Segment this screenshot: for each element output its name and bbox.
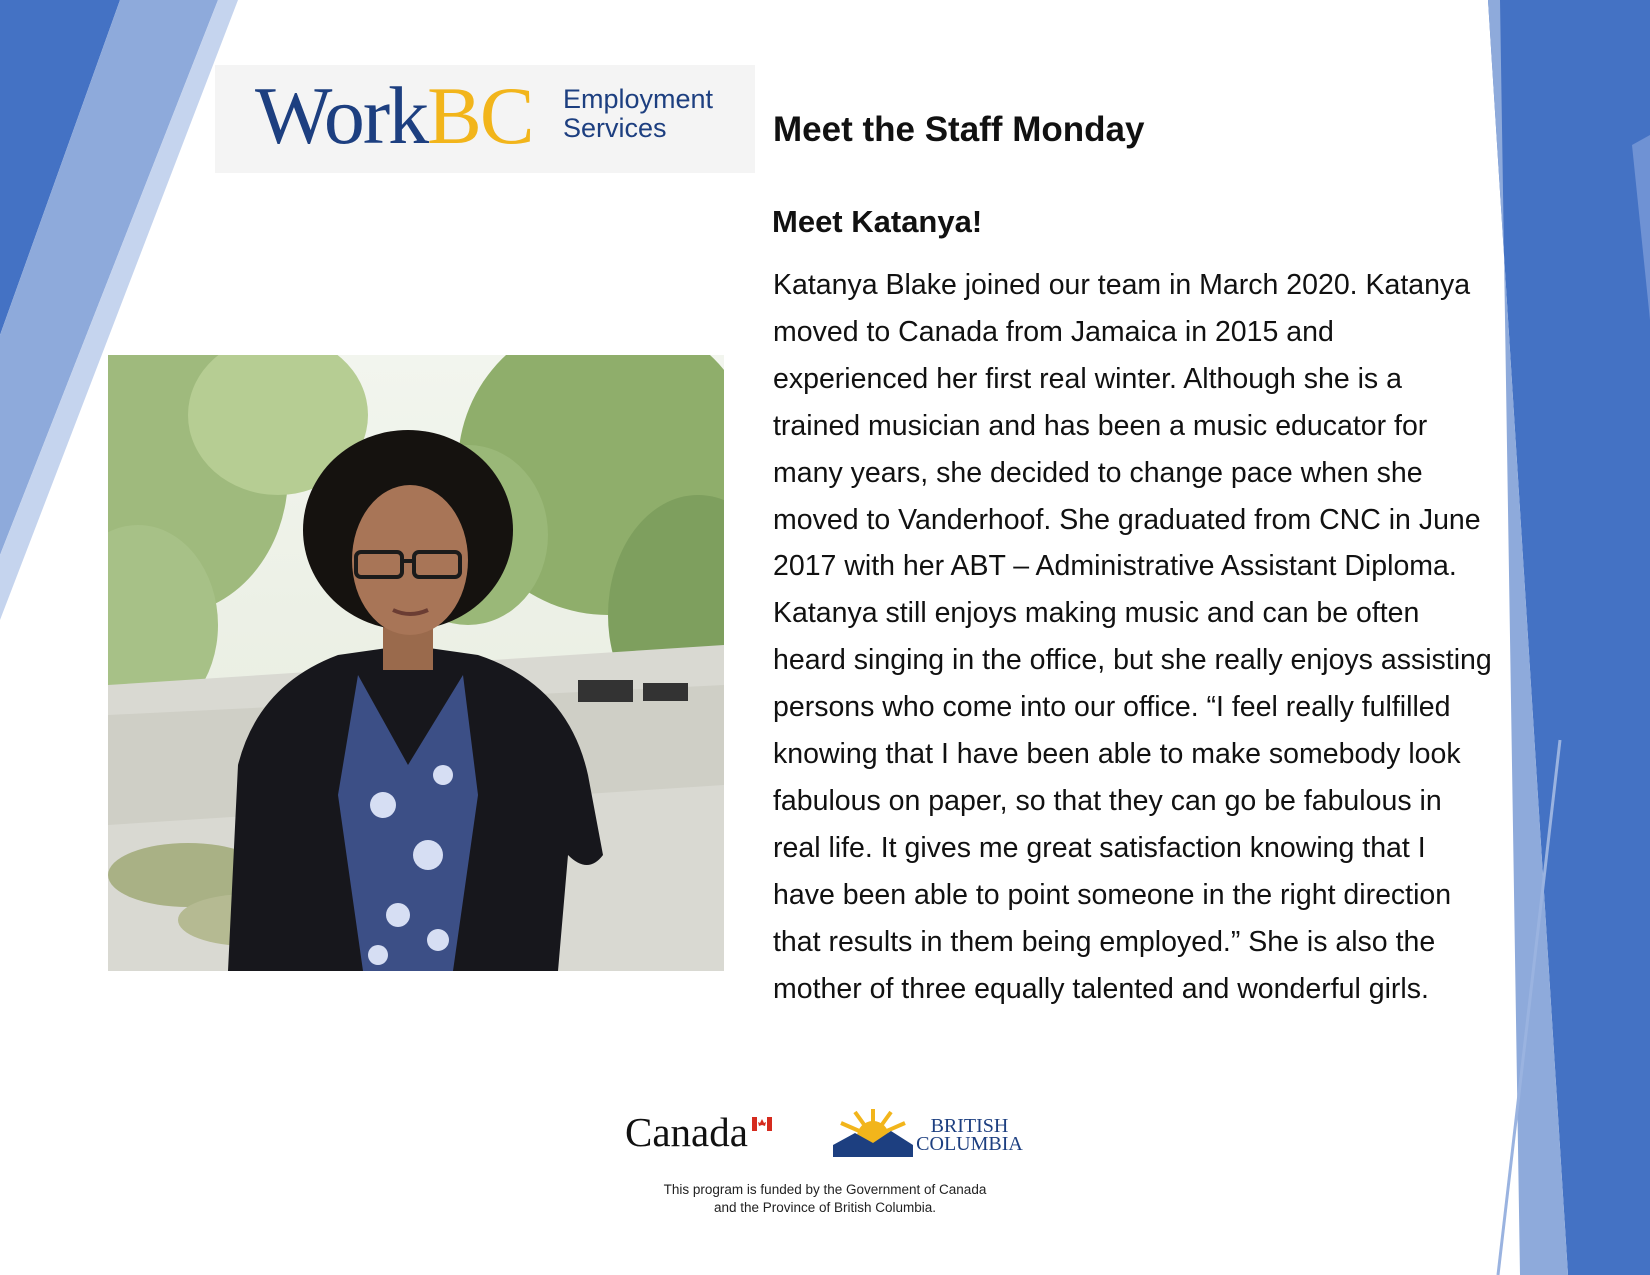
funding-notice — [600, 1181, 1050, 1217]
funding-line-1: This program is funded by the Government of Canada — [663, 1182, 987, 1197]
canada-wordmark: Canada — [625, 1109, 748, 1155]
bc-wordmark — [912, 1117, 1027, 1153]
funding-line-2: and the Province of British Columbia. — [713, 1200, 937, 1215]
logo-bc-text: BC — [427, 70, 533, 161]
canada-flag-icon — [752, 1117, 772, 1131]
staff-bio: Katanya Blake joined our team in March 2020. Katanya moved to Canada from Jamaica in 2015 and experienced her first real winter. Although she is a trained musician and has been a music educator for many years, she decided to change pace when she moved to Vanderhoof. She graduated from CNC in June 2017 with her ABT – Administrative Assistant Diploma. Katanya still enjoys making music and can be often heard singing in the office, but she really enjoys assisting persons who come into our office. “I feel really fulfilled knowing that I have been able to make somebody look fabulous on paper, so that they can go be fabulous in real life. It gives me great satisfaction knowing that I have been able to point someone in the right direction that results in them being employed.” She is also the mother of three equally talented and wonderful girls. — [773, 269, 1492, 1005]
staff-heading: Meet Katanya! — [772, 204, 983, 239]
logo-wordmark — [255, 71, 533, 161]
logo-employment-text: Employment — [563, 84, 714, 114]
logo-work-text: Work — [255, 70, 428, 161]
bc-british-text: BRITISH — [930, 1115, 1009, 1137]
bc-sun-logo-icon — [833, 1105, 913, 1160]
bc-columbia-text: COLUMBIA — [916, 1133, 1023, 1155]
logo-subtitle — [563, 85, 753, 143]
logo-services-text: Services — [563, 113, 667, 143]
staff-photo — [108, 355, 724, 971]
workbc-logo — [215, 65, 755, 173]
page-title: Meet the Staff Monday — [773, 110, 1145, 149]
